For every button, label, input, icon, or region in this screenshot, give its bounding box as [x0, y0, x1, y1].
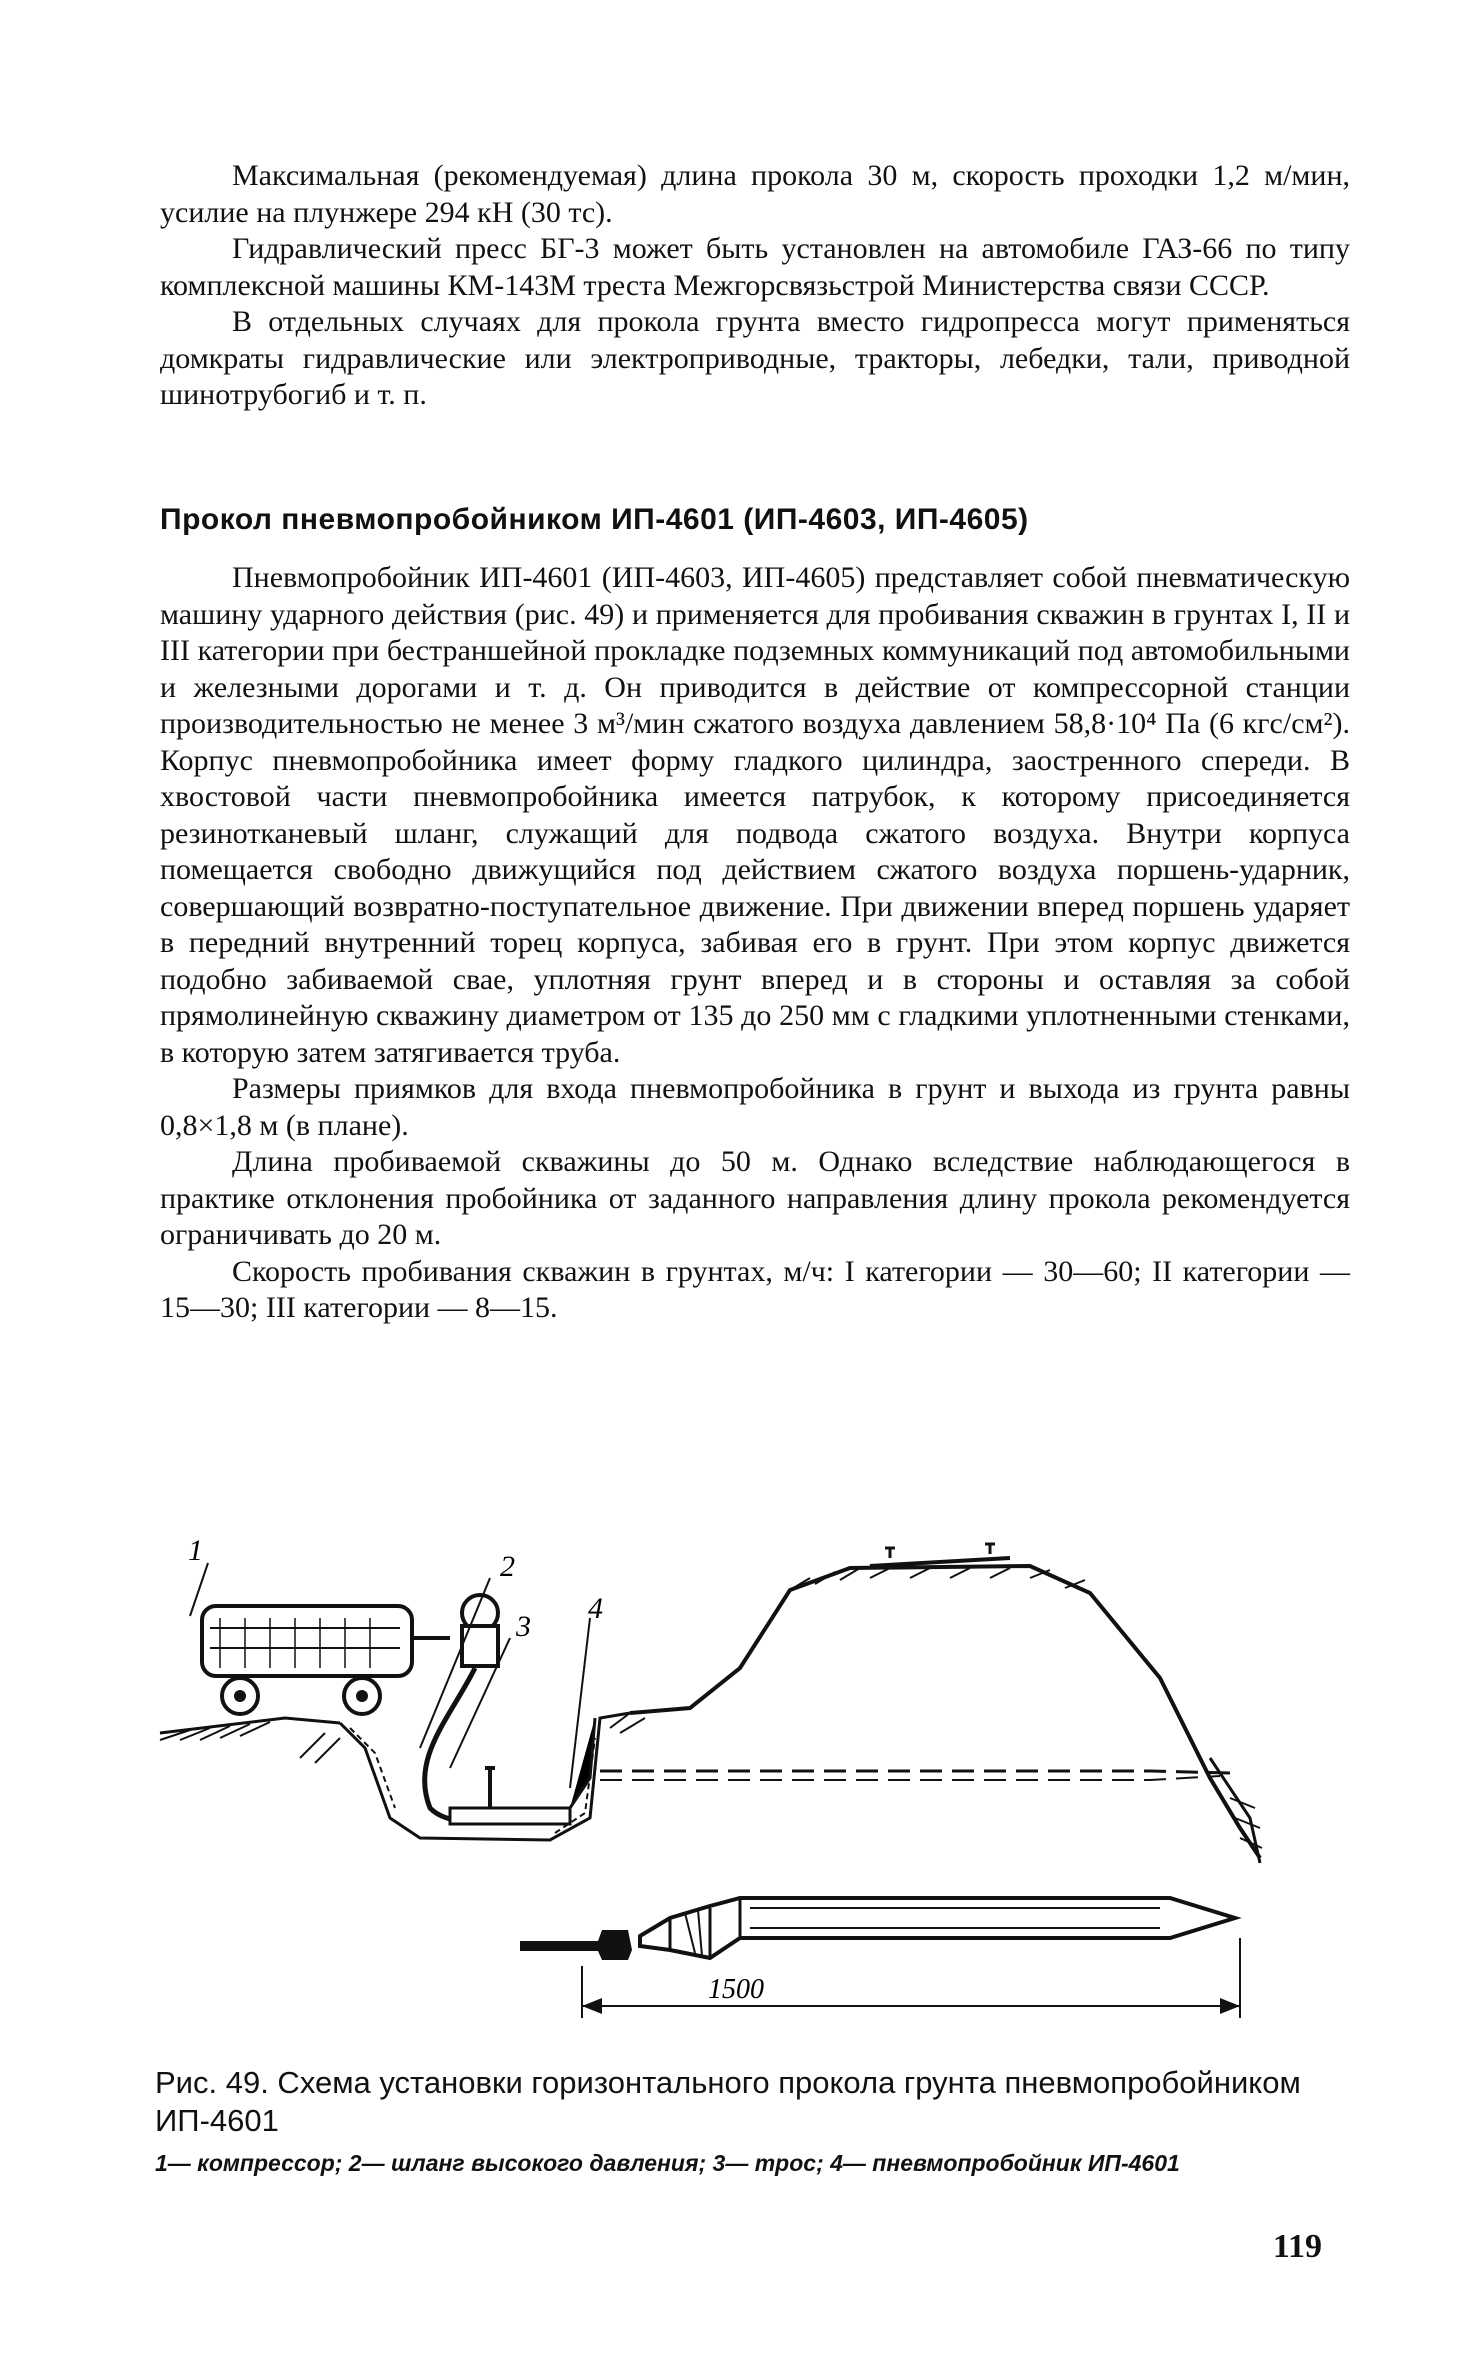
section-heading: Прокол пневмопробойником ИП-4601 (ИП-4603, ИП-4605) — [160, 503, 1029, 536]
paragraph: Гидравлический пресс БГ-3 может быть установлен на автомобиле ГАЗ-66 по типу комплексной машины КМ-143М треста Межгорсвязьстрой Министерства связи СССР. — [160, 232, 1350, 302]
callout-3: 3 — [516, 1610, 531, 1643]
paragraph: Максимальная (рекомендуемая) длина прокола 30 м, скорость проходки 1,2 м/мин, усилие на плунжере 294 кН (30 тс). — [160, 159, 1350, 229]
figure-49 — [150, 1518, 1350, 2050]
hose-drawing — [425, 1668, 510, 1821]
piercer-in-pit — [450, 1808, 570, 1824]
paragraph: Пневмопробойник ИП-4601 (ИП-4603, ИП-4605) представляет собой пневматическую машину ударного действия (рис. 49) и применяется для пробивания скважин в грунтах I, II и III категории при бестраншейной прокладке подземных коммуникаций под автомобильными и железными дорогами и т. д. Он приводится в действие от компрессорной станции производительностью не менее 3 м³/мин сжатого воздуха давлением 58,8·10⁴ Па (6 кгс/см²). Корпус пневмопробойника имеет форму гладкого цилиндра, заостренного спереди. В хвостовой части пневмопробойника имеется патрубок, к которому присоединяется резинотканевый шланг, служащий для подвода сжатого воздуха. Внутри корпуса помещается свободно движущийся под действием сжатого воздуха поршень-ударник, совершающий возвратно-поступательное движение. При движении вперед поршень ударяет в передний внутренний торец корпуса, забивая его в грунт. При этом корпус движется подобно забиваемой свае, уплотняя грунт вперед и в стороны и оставляя за собой прямолинейную скважину диаметром от 135 до 250 мм с гладкими уплотненными стенками, в которую затем затягивается труба. — [160, 561, 1350, 1069]
page-number: 119 — [1272, 2228, 1322, 2265]
figure-caption — [155, 2064, 1350, 2140]
paragraph: Длина пробиваемой скважины до 50 м. Однако вследствие наблюдающегося в практике отклонения пробойника от заданного направления длину прокола рекомендуется ограничивать до 20 м. — [160, 1145, 1350, 1251]
callout-2: 2 — [500, 1550, 515, 1583]
piercer-detail-drawing — [520, 1898, 1235, 1960]
compressor-drawing — [202, 1595, 498, 1714]
embankment-outline — [630, 1566, 1260, 1858]
intro-text — [160, 158, 1350, 414]
paragraph: Скорость пробивания скважин в грунтах, м/ч: I категории — 30—60; II категории — 15—30; III категории — 8—15. — [160, 1254, 1350, 1324]
callout-1: 1 — [188, 1534, 203, 1567]
caption-text: Рис. 49. Схема установки горизонтального прокола грунта пневмопробойником ИП-4601 — [155, 2065, 1301, 2138]
paragraph: Размеры приямков для входа пневмопробойника в грунт и выхода из грунта равны 0,8×1,8 м (в плане). — [160, 1072, 1350, 1142]
drilling-scheme-drawing — [150, 1518, 1350, 2050]
figure-legend: 1— компрессор; 2— шланг высокого давления; 3— трос; 4— пневмопробойник ИП-4601 — [155, 2150, 1180, 2176]
paragraph: В отдельных случаях для прокола грунта вместо гидропресса могут применяться домкраты гидравлические или электроприводные, тракторы, лебедки, тали, приводной шинотрубогиб и т. п. — [160, 305, 1350, 411]
borehole-path — [600, 1771, 1230, 1773]
callout-4: 4 — [588, 1592, 603, 1625]
section-text — [160, 560, 1350, 1327]
dimension-label: 1500 — [708, 1974, 764, 2005]
